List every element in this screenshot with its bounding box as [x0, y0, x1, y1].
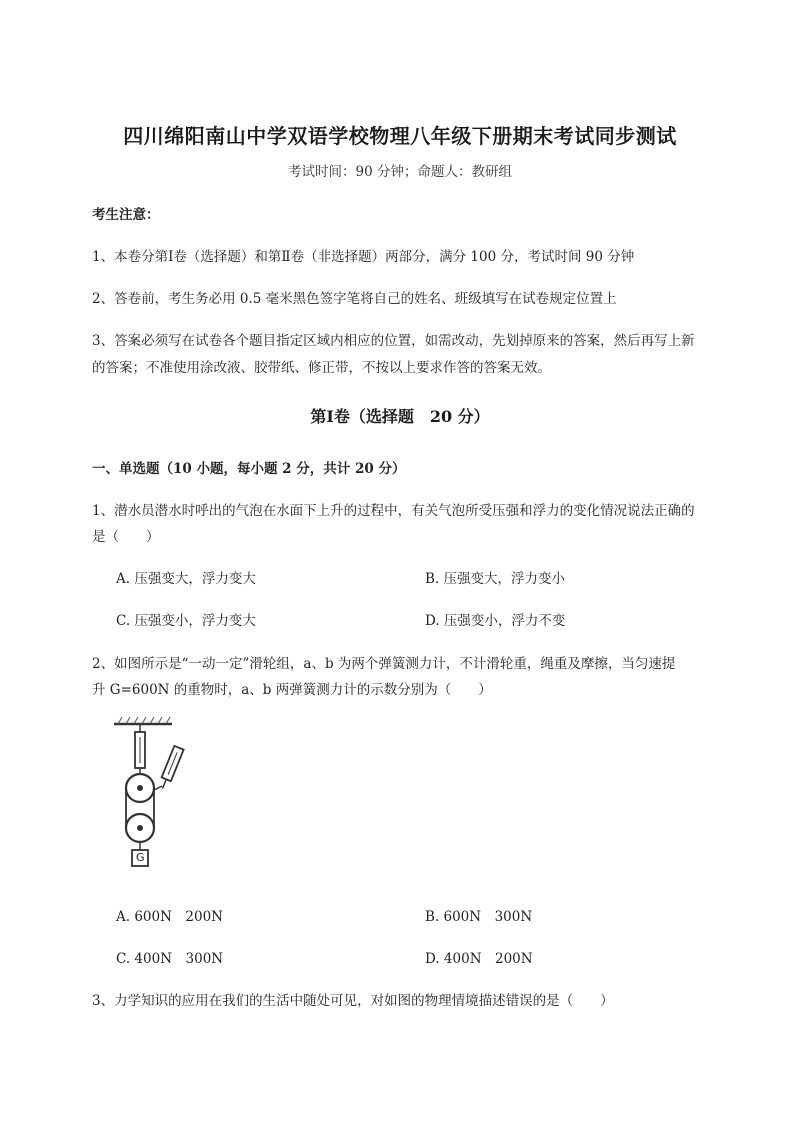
notice-item-3-cont: 的答案；不准使用涂改液、胶带纸、修正带，不按以上要求作答的答案无效。	[92, 360, 551, 376]
notice-item-2: 2、答卷前，考生务必用 0.5 毫米黑色签字笔将自己的姓名、班级填写在试卷规定位置上	[92, 291, 617, 307]
exam-info: 考试时间：90 分钟；命题人：教研组	[288, 164, 512, 180]
notice-item-1: 1、本卷分第Ⅰ卷（选择题）和第Ⅱ卷（非选择题）两部分，满分 100 分，考试时间 90 分钟	[92, 249, 635, 265]
page-title: 四川绵阳南山中学双语学校物理八年级下册期末考试同步测试	[123, 124, 677, 148]
question-1-option-c[interactable]: C. 压强变小，浮力变大	[116, 613, 256, 629]
question-1-line-2: 是（ ）	[92, 529, 160, 545]
notice-heading: 考生注意：	[92, 207, 160, 223]
pulley-system-figure	[110, 710, 185, 870]
notice-item-3: 3、答案必须写在试卷各个题目指定区域内相应的位置，如需改动，先划掉原来的答案，然后再写上新	[92, 333, 695, 349]
question-2-line-1: 2、如图所示是“一动一定”滑轮组，a、b 为两个弹簧测力计，不计滑轮重，绳重及摩擦，当匀速提	[92, 656, 676, 672]
question-2-option-d[interactable]: D. 400N 200N	[425, 951, 533, 967]
question-2-line-2: 升 G=600N 的重物时，a、b 两弹簧测力计的示数分别为（ ）	[92, 682, 492, 698]
question-3-line-1: 3、力学知识的应用在我们的生活中随处可见，对如图的物理情境描述错误的是（ ）	[92, 993, 614, 1009]
part-heading: 一、单选题（10 小题，每小题 2 分，共计 20 分）	[92, 461, 406, 477]
question-1-option-a[interactable]: A. 压强变大，浮力变大	[116, 571, 256, 587]
weight-label: G	[136, 851, 145, 864]
question-2-option-b[interactable]: B. 600N 300N	[425, 909, 533, 925]
question-2-option-a[interactable]: A. 600N 200N	[116, 909, 223, 925]
question-1-line-1: 1、潜水员潜水时呼出的气泡在水面下上升的过程中，有关气泡所受压强和浮力的变化情况说法正确的	[92, 503, 695, 519]
question-1-option-d[interactable]: D. 压强变小，浮力不变	[425, 613, 566, 629]
section-title: 第Ⅰ卷（选择题 20 分）	[310, 407, 490, 426]
question-1-option-b[interactable]: B. 压强变大，浮力变小	[425, 571, 566, 587]
question-2-option-c[interactable]: C. 400N 300N	[116, 951, 224, 967]
